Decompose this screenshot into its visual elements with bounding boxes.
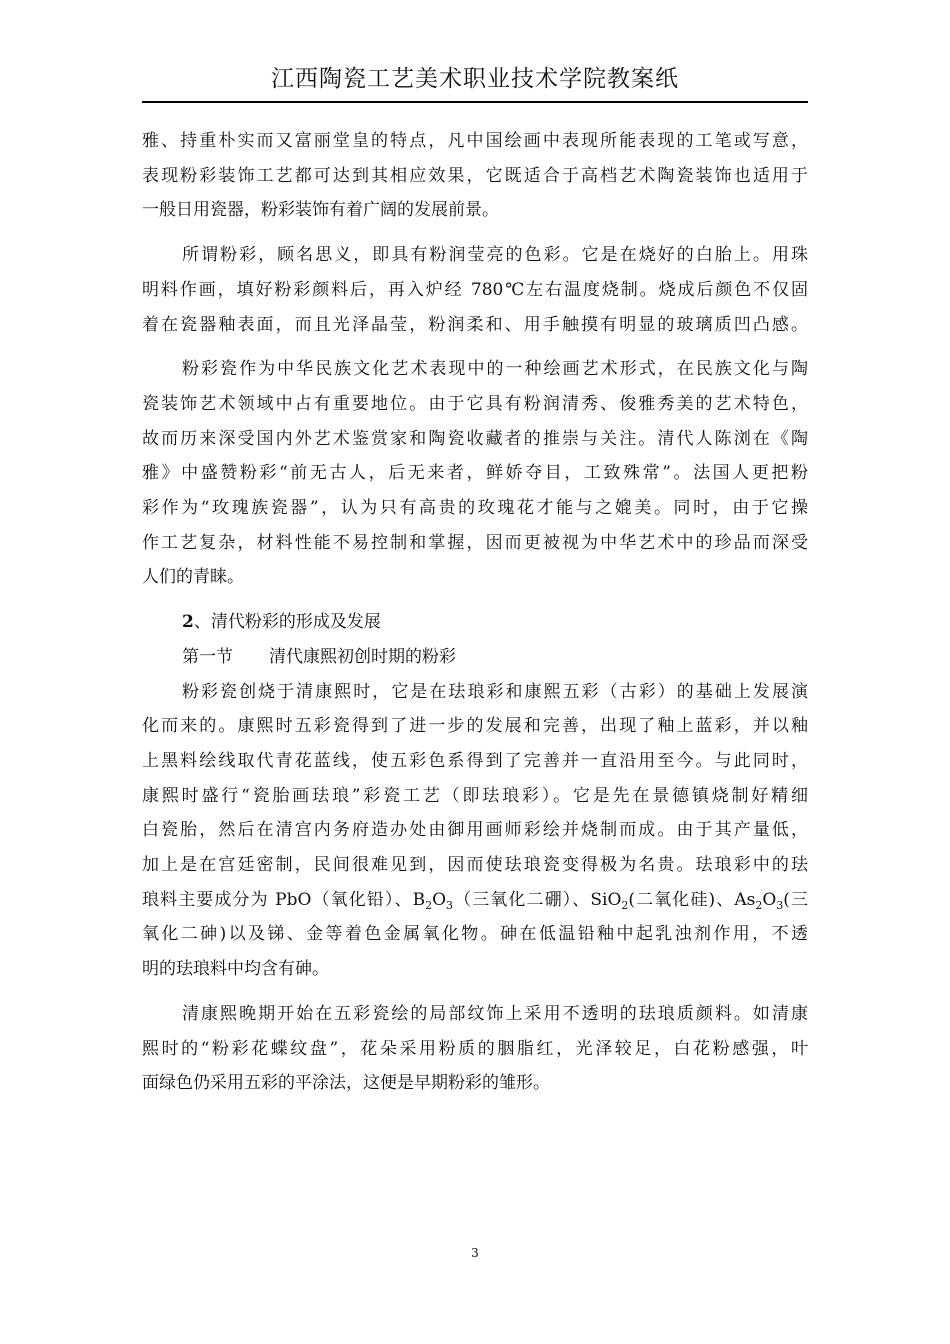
text-line: 粉彩瓷创烧于清康熙时，它是在珐琅彩和康熙五彩（古彩）的基础上发展演 xyxy=(182,681,808,702)
paragraph xyxy=(142,675,808,987)
text-line: 面绿色仍采用五彩的平涂法，这便是早期粉彩的雏形。 xyxy=(142,1073,550,1094)
text-line: 明料作画，填好粉彩颜料后，再入炉经 780℃左右温度烧制。烧成后颜色不仅固 xyxy=(142,279,808,300)
header-title: 江西陶瓷工艺美术职业技术学院教案纸 xyxy=(271,66,679,92)
text-line: 瓷装饰艺术领域中占有重要地位。由于它具有粉润清秀、俊雅秀美的艺术特色， xyxy=(142,393,808,414)
text-line: 白瓷胎，然后在清宫内务府造办处由御用画师彩绘并烧制而成。由于其产量低， xyxy=(142,820,808,841)
paragraph xyxy=(142,238,808,342)
paragraph xyxy=(142,124,808,228)
text-line: 康熙时盛行“瓷胎画珐琅”彩瓷工艺（即珐琅彩）。它是先在景德镇烧制好精细 xyxy=(142,785,808,806)
text-line: 表现粉彩装饰工艺都可达到其相应效果，它既适合于高档艺术陶瓷装饰也适用于 xyxy=(142,165,808,186)
text-line: 上黑料绘线取代青花蓝线，使五彩色系得到了完善并一直沿用至今。与此同时， xyxy=(142,750,808,771)
text-line: 清康熙晚期开始在五彩瓷绘的局部纹饰上采用不透明的珐琅质颜料。如清康 xyxy=(182,1003,808,1024)
text-line: 雅》中盛赞粉彩“前无古人，后无来者，鲜娇夺目，工致殊常”。法国人更把粉 xyxy=(142,463,808,484)
header-rule xyxy=(142,101,808,103)
section-number: 2 xyxy=(182,612,194,633)
text-line: 一般日用瓷器，粉彩装饰有着广阔的发展前景。 xyxy=(142,200,499,221)
paragraph xyxy=(142,352,808,595)
section-title: 、清代粉彩的形成及发展 xyxy=(193,612,381,633)
text-line: 化而来的。康熙时五彩瓷得到了进一步的发展和完善，出现了釉上蓝彩，并以釉 xyxy=(142,716,808,737)
text-line: 人们的青睐。 xyxy=(142,567,244,588)
page-header xyxy=(142,44,808,102)
text-line: 彩作为“玫瑰族瓷器”，认为只有高贵的玫瑰花才能与之媲美。同时，由于它操 xyxy=(142,498,808,519)
text-line: 故而历来深受国内外艺术鉴赏家和陶瓷收藏者的推崇与关注。清代人陈浏在《陶 xyxy=(142,428,808,449)
text-line: 粉彩瓷作为中华民族文化艺术表现中的一种绘画艺术形式，在民族文化与陶 xyxy=(182,359,808,380)
subsection-heading xyxy=(142,640,808,675)
document-body xyxy=(142,124,808,1101)
text-line-chemistry: 琅料主要成分为 PbO（氧化铅）、$B_2O_3$（三氧化二硼）、SiO$_2$(二氧化硅)、$As_2O_3$(三 xyxy=(142,889,808,912)
subsection-label: 第一节 xyxy=(182,646,233,667)
text-line: 着在瓷器釉表面，而且光泽晶莹，粉润柔和、用手触摸有明显的玻璃质凹凸感。 xyxy=(142,314,808,335)
text-line: 所谓粉彩，顾名思义，即具有粉润莹亮的色彩。它是在烧好的白胎上。用珠 xyxy=(182,245,808,266)
text-line: 氧化二砷)以及锑、金等着色金属氧化物。砷在低温铅釉中起乳浊剂作用，不透 xyxy=(142,924,808,945)
section-heading xyxy=(142,605,808,640)
text-line: 雅、持重朴实而又富丽堂皇的特点，凡中国绘画中表现所能表现的工笔或写意， xyxy=(142,131,808,151)
text-line: 作工艺复杂，材料性能不易控制和掌握，因而更被视为中华艺术中的珍品而深受 xyxy=(142,532,808,553)
text-line: 熙时的“粉彩花蝶纹盘”，花朵采用粉质的胭脂红，光泽较足，白花粉感强，叶 xyxy=(142,1038,808,1059)
text-line: 加上是在宫廷密制，民间很难见到，因而使珐琅瓷变得极为名贵。珐琅彩中的珐 xyxy=(142,855,808,876)
paragraph xyxy=(142,997,808,1101)
page-number: 3 xyxy=(471,1246,479,1260)
subsection-title: 清代康熙初创时期的粉彩 xyxy=(269,646,456,667)
text-line: 明的珐琅料中均含有砷。 xyxy=(142,959,329,980)
